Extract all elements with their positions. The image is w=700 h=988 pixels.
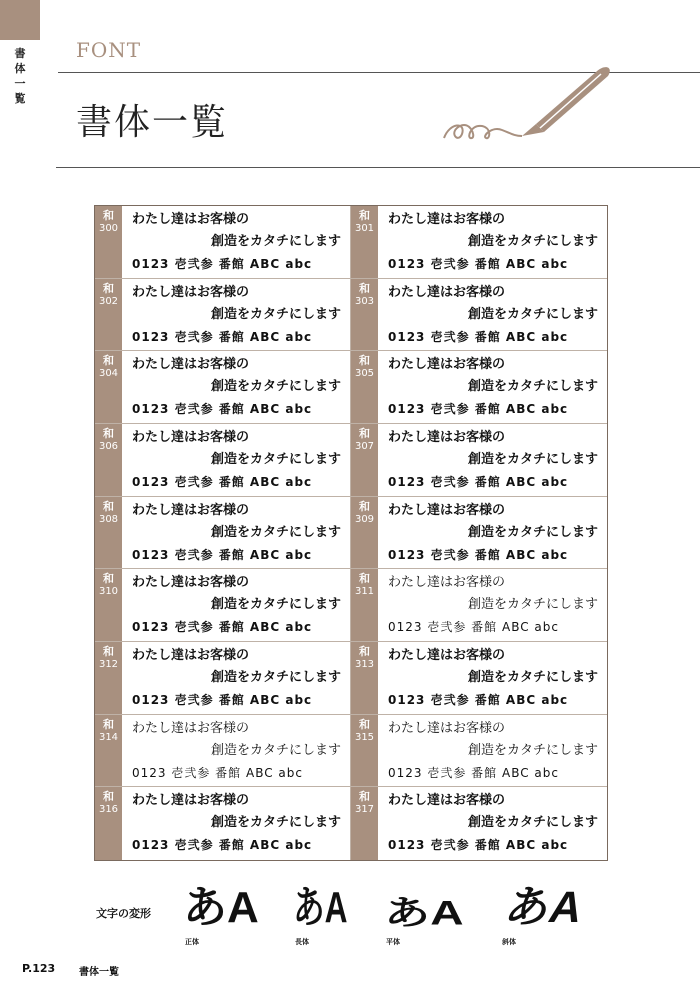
page-title: 書体一覧	[76, 102, 229, 143]
font-cell	[351, 497, 607, 570]
footer-title: 書体一覧	[79, 967, 119, 978]
font-cell	[95, 497, 351, 570]
font-id	[95, 351, 122, 423]
sample-line3: 0123 壱弐参 番館 ABC abc	[388, 692, 569, 707]
font-sample	[378, 351, 607, 423]
sample-line1: わたし達はお客様の	[388, 212, 506, 227]
sample-line3: 0123 壱弐参 番館 ABC abc	[132, 620, 313, 635]
sample-line2: 創造をカタチにします	[467, 815, 598, 831]
sample-line1: わたし達はお客様の	[132, 575, 250, 591]
sample-line1: わたし達はお客様の	[388, 429, 506, 445]
sample-line1: わたし達はお客様の	[388, 575, 506, 591]
deform-sample-glyphs: あA	[384, 894, 464, 933]
font-sample	[378, 206, 607, 278]
font-number: 309	[354, 513, 375, 525]
font-category: 和	[103, 426, 114, 440]
font-category: 和	[359, 426, 370, 440]
font-id	[351, 206, 378, 278]
sample-line2: 創造をカタチにします	[467, 451, 598, 467]
font-sample	[122, 279, 350, 351]
font-number: 307	[354, 440, 375, 452]
sample-line2: 創造をカタチにします	[210, 524, 341, 540]
font-sample	[122, 206, 350, 278]
font-id	[351, 351, 378, 423]
sample-line3: 0123 壱弐参 番館 ABC abc	[388, 620, 559, 635]
font-id	[351, 642, 378, 714]
sample-line3: 0123 壱弐参 番館 ABC abc	[388, 329, 569, 344]
font-number: 315	[354, 731, 375, 743]
font-id	[95, 279, 122, 351]
font-category: 和	[103, 281, 114, 295]
font-number: 312	[98, 658, 119, 670]
font-cell	[351, 569, 607, 642]
font-cell	[351, 351, 607, 424]
font-number: 316	[98, 804, 119, 816]
font-category: 和	[359, 499, 370, 513]
font-category: 和	[359, 717, 370, 731]
sample-line3: 0123 壱弐参 番館 ABC abc	[132, 547, 313, 562]
font-category: 和	[103, 717, 114, 731]
sample-line1: わたし達はお客様の	[132, 793, 250, 809]
font-id	[95, 715, 122, 787]
font-id	[95, 206, 122, 278]
sample-line2: 創造をカタチにします	[210, 742, 341, 758]
sample-line2: 創造をカタチにします	[467, 669, 598, 685]
sample-line1: わたし達はお客様の	[388, 284, 506, 300]
font-sample	[378, 279, 607, 351]
sample-line2: 創造をカタチにします	[467, 306, 598, 322]
sample-line2: 創造をカタチにします	[467, 234, 598, 249]
sample-line3: 0123 壱弐参 番館 ABC abc	[388, 402, 569, 417]
font-sample	[378, 497, 607, 569]
sample-line3: 0123 壱弐参 番館 ABC abc	[132, 329, 313, 344]
deform-sample-glyphs: あA	[500, 883, 589, 932]
font-table	[94, 205, 608, 861]
sample-line3: 0123 壱弐参 番館 ABC abc	[132, 692, 313, 707]
font-number: 306	[98, 440, 119, 452]
deform-sample-caption: 正体	[185, 938, 199, 946]
sample-line1: わたし達はお客様の	[388, 647, 506, 663]
sample-line3: 0123 壱弐参 番館 ABC abc	[388, 474, 569, 489]
font-sample	[378, 642, 607, 714]
sample-line2: 創造をカタチにします	[210, 234, 341, 249]
font-category: 和	[359, 209, 370, 222]
header-bottom-rule	[56, 167, 700, 168]
sample-line2: 創造をカタチにします	[467, 524, 598, 540]
sample-line2: 創造をカタチにします	[467, 379, 598, 395]
font-category: 和	[359, 281, 370, 295]
sample-line1: わたし達はお客様の	[388, 720, 506, 736]
sample-line3: 0123 壱弐参 番館 ABC abc	[388, 257, 569, 271]
font-id	[95, 787, 122, 860]
font-cell	[95, 715, 351, 788]
font-number: 303	[354, 295, 375, 307]
font-category: 和	[359, 790, 370, 804]
font-sample	[122, 715, 350, 787]
side-tab	[0, 0, 40, 40]
sample-line1: わたし達はお客様の	[132, 502, 250, 518]
font-id	[351, 787, 378, 860]
sample-line3: 0123 壱弐参 番館 ABC abc	[132, 838, 313, 853]
sample-line1: わたし達はお客様の	[132, 647, 250, 663]
sample-line2: 創造をカタチにします	[467, 597, 598, 613]
font-cell	[95, 569, 351, 642]
font-cell	[95, 279, 351, 352]
deform-sample-italic	[500, 883, 600, 946]
font-id	[95, 642, 122, 714]
sample-line1: わたし達はお客様の	[388, 502, 506, 518]
page-number: P.123	[22, 962, 56, 975]
font-category: 和	[359, 572, 370, 586]
sample-line1: わたし達はお客様の	[132, 284, 250, 300]
section-label: FONT	[76, 38, 142, 62]
font-cell	[95, 206, 351, 279]
font-number: 314	[98, 731, 119, 743]
font-id	[351, 497, 378, 569]
font-number: 304	[98, 368, 119, 380]
font-category: 和	[359, 354, 370, 368]
sample-line1: わたし達はお客様の	[388, 793, 506, 809]
deform-sample-extended	[384, 883, 484, 946]
deform-sample-glyphs: あA	[183, 883, 259, 932]
sample-line3: 0123 壱弐参 番館 ABC abc	[132, 257, 313, 271]
sample-line2: 創造をカタチにします	[210, 597, 341, 613]
font-id	[95, 497, 122, 569]
sample-line2: 創造をカタチにします	[210, 669, 341, 685]
font-cell	[95, 642, 351, 715]
fountain-pen-icon	[436, 52, 618, 148]
sample-line3: 0123 壱弐参 番館 ABC abc	[388, 547, 569, 562]
font-category: 和	[359, 644, 370, 658]
font-sample	[378, 715, 607, 787]
font-number: 310	[98, 586, 119, 598]
deform-sample-glyphs: あA	[293, 883, 348, 932]
font-id	[95, 569, 122, 641]
font-sample	[378, 787, 607, 860]
deform-sample-caption: 平体	[386, 938, 400, 946]
font-number: 302	[98, 295, 119, 307]
sample-line1: わたし達はお客様の	[132, 429, 250, 445]
font-id	[351, 715, 378, 787]
font-sample	[122, 351, 350, 423]
font-number: 317	[354, 804, 375, 816]
font-cell	[351, 424, 607, 497]
font-number: 313	[354, 658, 375, 670]
font-category: 和	[103, 790, 114, 804]
font-cell	[351, 787, 607, 860]
sample-line1: わたし達はお客様の	[132, 212, 250, 227]
font-number: 300	[98, 223, 119, 234]
font-cell	[351, 642, 607, 715]
font-sample	[378, 424, 607, 496]
sample-line3: 0123 壱弐参 番館 ABC abc	[132, 474, 313, 489]
font-sample	[122, 642, 350, 714]
font-cell	[351, 715, 607, 788]
font-category: 和	[103, 644, 114, 658]
sample-line2: 創造をカタチにします	[467, 742, 598, 758]
font-cell	[95, 351, 351, 424]
font-sample	[122, 569, 350, 641]
font-sample	[122, 424, 350, 496]
sample-line2: 創造をカタチにします	[210, 815, 341, 831]
deform-sample-caption: 斜体	[502, 938, 516, 946]
font-sample	[122, 497, 350, 569]
sample-line2: 創造をカタチにします	[210, 451, 341, 467]
sample-line3: 0123 壱弐参 番館 ABC abc	[132, 765, 303, 780]
deform-sample-condensed	[293, 883, 368, 946]
font-id	[351, 569, 378, 641]
font-number: 305	[354, 368, 375, 380]
font-cell	[351, 206, 607, 279]
font-id	[351, 279, 378, 351]
side-tab-label: 書体一覧	[14, 47, 26, 105]
font-id	[351, 424, 378, 496]
sample-line1: わたし達はお客様の	[132, 357, 250, 373]
font-category: 和	[103, 354, 114, 368]
font-category: 和	[103, 499, 114, 513]
font-category: 和	[103, 209, 114, 222]
font-cell	[95, 787, 351, 860]
sample-line3: 0123 壱弐参 番館 ABC abc	[388, 765, 559, 780]
font-number: 301	[354, 223, 375, 234]
font-sample	[122, 787, 350, 860]
font-cell	[351, 279, 607, 352]
font-id	[95, 424, 122, 496]
deform-sample-normal	[183, 883, 278, 946]
sample-line3: 0123 壱弐参 番館 ABC abc	[132, 402, 313, 417]
sample-line3: 0123 壱弐参 番館 ABC abc	[388, 838, 569, 853]
font-cell	[95, 424, 351, 497]
sample-line2: 創造をカタチにします	[210, 379, 341, 395]
font-sample	[378, 569, 607, 641]
sample-line1: わたし達はお客様の	[388, 357, 506, 373]
font-number: 308	[98, 513, 119, 525]
sample-line2: 創造をカタチにします	[210, 306, 341, 322]
font-category: 和	[103, 572, 114, 586]
sample-line1: わたし達はお客様の	[132, 720, 250, 736]
font-number: 311	[354, 586, 375, 598]
deformation-label: 文字の変形	[96, 907, 151, 920]
deform-sample-caption: 長体	[295, 938, 309, 946]
